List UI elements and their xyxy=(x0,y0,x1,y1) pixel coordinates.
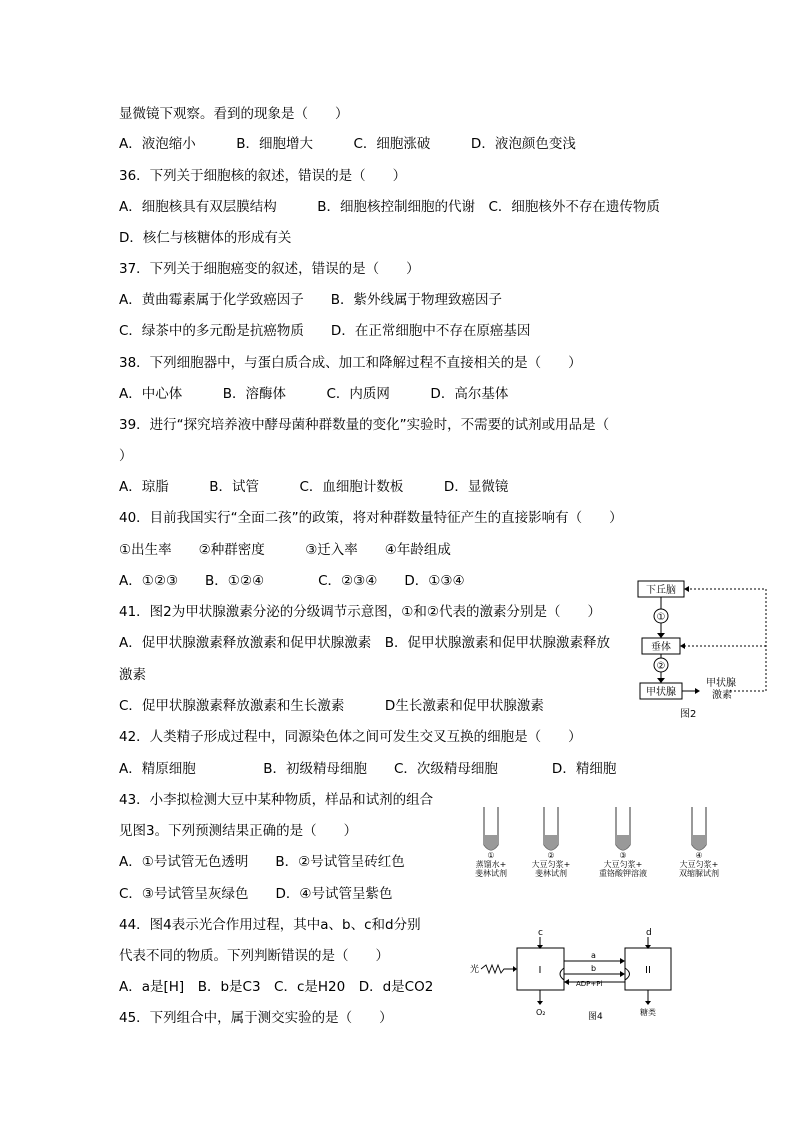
test-tube-1 xyxy=(475,807,507,878)
hormone-label-2: 激素 xyxy=(712,690,732,701)
text-line: C．③号试管呈灰绿色 D．④号试管呈紫色 xyxy=(119,886,393,902)
tube-2-l1: 大豆匀浆+ xyxy=(531,860,571,869)
label-2: ② xyxy=(656,661,666,672)
test-tube-3 xyxy=(599,807,647,878)
text-line: 代表不同的物质。下列判断错误的是（ ） xyxy=(119,948,389,964)
figure-2-thyroid-regulation xyxy=(630,578,780,723)
figure-4-caption: 图4 xyxy=(588,1012,603,1022)
text-line: 36．下列关于细胞核的叙述，错误的是（ ） xyxy=(119,168,407,184)
text-line: 见图3。下列预测结果正确的是（ ） xyxy=(119,823,358,839)
text-line: A．①号试管无色透明 B．②号试管呈砖红色 xyxy=(119,854,405,870)
d-label: d xyxy=(646,928,652,938)
text-line: C．绿茶中的多元酚是抗癌物质 D．在正常细胞中不存在原癌基因 xyxy=(119,323,531,339)
text-line: A．①②③ B．①②④ C．②③④ D．①③④ xyxy=(119,573,465,589)
adp-label: ADP+Pi xyxy=(576,980,603,988)
hormone-label-1: 甲状腺 xyxy=(706,678,736,689)
stage-2-label: II xyxy=(645,965,651,976)
o2-label: O₂ xyxy=(536,1008,546,1017)
text-line: 39．进行“探究培养液中酵母菌种群数量的变化”实验时，不需要的试剂或用品是（ xyxy=(119,417,610,433)
stage-1-label: I xyxy=(538,965,542,976)
box-pituitary-label: 垂体 xyxy=(651,642,671,653)
tube-4-l2: 双缩脲试剂 xyxy=(679,869,719,878)
text-line: A．液泡缩小 B．细胞增大 C．细胞涨破 D．液泡颜色变浅 xyxy=(119,136,576,152)
tube-2-num: ② xyxy=(547,851,555,860)
c-label: c xyxy=(538,928,543,938)
text-line: C．促甲状腺激素释放激素和生长激素 D生长激素和促甲状腺激素 xyxy=(119,698,544,714)
text-line: A．a是[H] B．b是C3 C．c是H20 D．d是CO2 xyxy=(119,979,434,995)
text-line: 42．人类精子形成过程中，同源染色体之间可发生交叉互换的细胞是（ ） xyxy=(119,729,582,745)
text-line: A．细胞核具有双层膜结构 B．细胞核控制细胞的代谢 C．细胞核外不存在遗传物质 xyxy=(119,199,660,215)
tube-1-num: ① xyxy=(487,851,495,860)
text-line: D．核仁与核糖体的形成有关 xyxy=(119,230,292,246)
text-line: 显微镜下观察。看到的现象是（ ） xyxy=(119,106,349,122)
box-hypothalamus-label: 下丘脑 xyxy=(646,585,676,596)
label-1: ① xyxy=(656,612,666,623)
tube-4-l1: 大豆匀浆+ xyxy=(679,860,719,869)
tube-3-l1: 大豆匀浆+ xyxy=(603,860,643,869)
a-label: a xyxy=(591,951,596,960)
figure-2-caption: 图2 xyxy=(680,709,697,720)
test-tube-4 xyxy=(679,807,719,878)
text-line: ） xyxy=(119,448,133,464)
text-line: 激素 xyxy=(119,667,146,683)
text-line: 41．图2为甲状腺激素分泌的分级调节示意图，①和②代表的激素分别是（ ） xyxy=(119,604,601,620)
text-line: ①出生率 ②种群密度 ③迁入率 ④年龄组成 xyxy=(119,542,451,558)
tube-1-l1: 蒸馏水+ xyxy=(475,860,507,869)
text-line: 40．目前我国实行“全面二孩”的政策，将对种群数量特征产生的直接影响有（ ） xyxy=(119,510,623,526)
light-label: 光 xyxy=(470,965,480,975)
box-thyroid-label: 甲状腺 xyxy=(646,687,676,698)
text-line: 38．下列细胞器中，与蛋白质合成、加工和降解过程不直接相关的是（ ） xyxy=(119,355,582,371)
sugar-label: 糖类 xyxy=(640,1008,656,1017)
text-line: 44．图4表示光合作用过程，其中a、b、c和d分别 xyxy=(119,917,421,933)
text-line: 37．下列关于细胞癌变的叙述，错误的是（ ） xyxy=(119,261,420,277)
light-wave xyxy=(481,965,514,973)
figure-4-photosynthesis xyxy=(468,924,718,1024)
text-line: 45．下列组合中，属于测交实验的是（ ） xyxy=(119,1010,393,1026)
b-label: b xyxy=(591,964,597,973)
text-line: A．精原细胞 B．初级精母细胞 C．次级精母细胞 D．精细胞 xyxy=(119,761,617,777)
figure-3-test-tubes xyxy=(463,805,753,885)
test-tube-2 xyxy=(532,807,571,878)
text-line: A．琼脂 B．试管 C．血细胞计数板 D．显微镜 xyxy=(119,479,509,495)
text-line: 43．小李拟检测大豆中某种物质，样品和试剂的组合 xyxy=(119,792,434,808)
tube-3-num: ③ xyxy=(619,851,627,860)
text-line: A．黄曲霉素属于化学致癌因子 B．紫外线属于物理致癌因子 xyxy=(119,292,502,308)
tube-1-l2: 斐林试剂 xyxy=(475,869,507,878)
tube-3-l2: 重铬酸钾溶液 xyxy=(599,869,647,878)
text-line: A．促甲状腺激素释放激素和促甲状腺激素 B．促甲状腺激素和促甲状腺激素释放 xyxy=(119,635,610,651)
tube-2-l2: 斐林试剂 xyxy=(535,869,567,878)
text-line: A．中心体 B．溶酶体 C．内质网 D．高尔基体 xyxy=(119,386,509,402)
tube-4-num: ④ xyxy=(695,851,703,860)
